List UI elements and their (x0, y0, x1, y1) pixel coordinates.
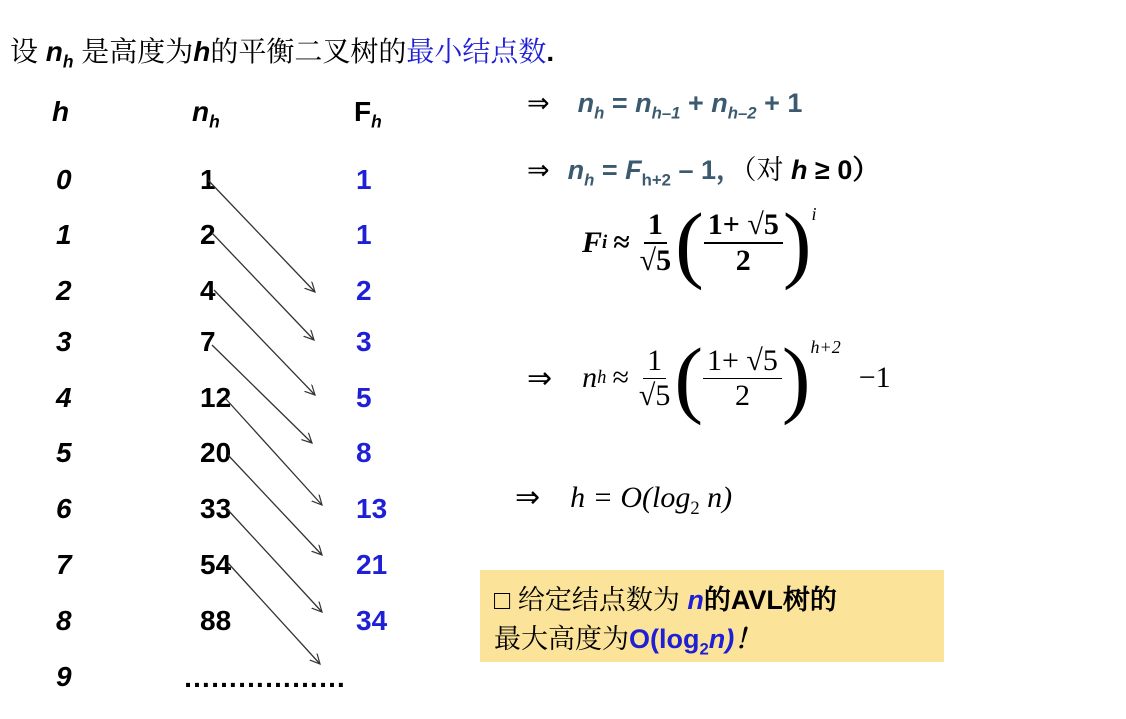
arrow-line (228, 510, 322, 612)
formula-fibonacci-relation: ⇒ $n_h = F_{h+2} - 1$，（对 h ≥ 0） (527, 155, 880, 190)
note-line2-sub: 2 (699, 639, 709, 659)
eq1-rhs2: n (711, 88, 728, 118)
h-value: 1 (56, 219, 72, 250)
eq4-lhs: n (582, 361, 598, 394)
n-value: 20 (200, 437, 232, 468)
eq4-fraction (635, 344, 674, 413)
n-value: 88 (200, 605, 232, 636)
n-value: 12 (200, 382, 232, 413)
h-value: 0 (56, 164, 72, 195)
eq3-den: √5 (639, 244, 672, 277)
title-var-sub: h (62, 51, 74, 72)
n-value: 2 (200, 219, 216, 250)
h-value: 3 (56, 326, 72, 357)
square-bullet-icon: □ (494, 585, 511, 615)
n-value: 1 (200, 164, 216, 195)
eq4-inner-fraction (703, 344, 782, 413)
formula-fibonacci-approx (582, 195, 817, 291)
eq4-inner-num: 1+ √5 (703, 344, 782, 379)
arrow-line (228, 563, 320, 664)
header-h: h (52, 96, 70, 127)
eq3-approx: ≈ (613, 226, 630, 259)
eq4-approx: ≈ (612, 361, 629, 394)
header-n-letter: n (192, 96, 210, 127)
title-mid: 是高度为 (73, 36, 194, 67)
eq1-rhs1-sub: h–1 (651, 103, 681, 123)
eq2-condition-rest: ≥ 0） (807, 155, 880, 185)
f-value: 21 (356, 549, 388, 580)
h-value: 7 (56, 549, 72, 580)
note-line1-b: 的AVL树的 (703, 585, 837, 615)
note-line1-n: n (687, 585, 704, 615)
eq3-inner-num: 1+ √5 (704, 208, 783, 244)
eq1-tail: + 1 (756, 88, 803, 118)
eq3-inner-fraction (704, 208, 783, 278)
h-value: 5 (56, 437, 72, 468)
implies-symbol: ⇒ (515, 480, 541, 515)
f-value: 34 (356, 605, 388, 636)
eq3-inner-den: 2 (735, 244, 751, 277)
title-var-n: n (45, 36, 63, 67)
f-value: 8 (356, 437, 372, 468)
h-value: 6 (56, 493, 72, 524)
eq3-fraction (636, 208, 675, 278)
note-line1-a: 给定结点数为 (510, 585, 688, 615)
f-value: 5 (356, 382, 372, 413)
h-value: 2 (56, 275, 72, 306)
arrow-line (225, 398, 322, 505)
eq1-lhs: n (577, 88, 595, 118)
note-line2-b: O(log (629, 624, 700, 654)
eq1-rhs2-sub: h–2 (727, 103, 757, 123)
h-value: 4 (56, 382, 72, 413)
n-value: 4 (200, 275, 216, 306)
eq2-rhs-sub: h+2 (641, 170, 671, 190)
eq4-num: 1 (643, 344, 666, 379)
f-value: 3 (356, 326, 372, 357)
arrow-line (208, 180, 315, 292)
arrow-line (228, 455, 322, 555)
h-value: 9 (56, 661, 72, 692)
eq2-lhs-sub: h (584, 170, 595, 190)
header-n-sub: h (209, 111, 220, 132)
note-line-1 (494, 578, 930, 617)
f-value: 2 (356, 275, 372, 306)
eq5-text: h = O(log (570, 481, 691, 514)
eq5-sub: 2 (690, 498, 700, 519)
eq3-num: 1 (644, 208, 667, 244)
implies-symbol: ⇒ (527, 360, 553, 396)
eq3-lhs: F (582, 226, 603, 259)
arrow-line (212, 233, 314, 340)
eq2-condition: （对 (743, 155, 792, 185)
eq4-den: √5 (638, 378, 671, 412)
formula-height-bound (515, 480, 732, 520)
implies-symbol: ⇒ (527, 155, 550, 185)
eq4-lhs-sub: h (597, 367, 607, 388)
arrow-line (212, 345, 312, 443)
title-var-h: h (193, 36, 211, 67)
conclusion-note (480, 570, 944, 662)
eq1-rhs1: n (635, 88, 652, 118)
n-value: 7 (200, 326, 216, 357)
f-value: 1 (356, 164, 372, 195)
n-value: 54 (200, 549, 232, 580)
eq1-plus: + (680, 88, 712, 118)
formula-recurrence: ⇒ $n_h = n_{h-1} + n_{h-2} + 1$ (527, 88, 803, 123)
eq4-lparen: ( (674, 330, 704, 426)
note-line2-end: ！ (734, 624, 762, 654)
f-value: 1 (356, 219, 372, 250)
note-line2-n: n) (708, 624, 735, 654)
eq4-inner-den: 2 (734, 378, 750, 412)
header-f-sub: h (371, 111, 382, 132)
eq1-lhs-sub: h (594, 103, 605, 123)
title-highlight: 最小结点数 (406, 36, 547, 67)
implies-symbol: ⇒ (527, 88, 550, 118)
formula-nh-approx (527, 330, 891, 426)
title-end: . (546, 36, 555, 67)
title-prefix: 设 (10, 36, 46, 67)
eq3-lparen: ( (675, 195, 704, 291)
eq2-rhs: F (625, 155, 642, 185)
header-f-letter: F (354, 96, 372, 127)
eq4-exponent: h+2 (810, 337, 841, 357)
eq5-end: n) (699, 481, 733, 514)
eq2-lhs: n (567, 155, 585, 185)
eq2-condition-var: h (791, 155, 808, 185)
eq3-lhs-sub: i (602, 232, 608, 253)
arrow-line (214, 290, 315, 395)
f-value: 13 (356, 493, 388, 524)
eq3-exponent: i (811, 204, 817, 224)
ellipsis: ……………… (183, 662, 345, 693)
n-value: 33 (200, 493, 232, 524)
eq4-tail: −1 (858, 361, 891, 394)
eq3-rparen: ) (782, 195, 812, 291)
note-line2-a: 最大高度为 (494, 624, 629, 654)
h-value: 8 (56, 605, 72, 636)
title-suffix: 的平衡二叉树的 (210, 36, 407, 67)
note-line-2 (494, 617, 930, 659)
eq2-tail: – 1， (670, 155, 743, 185)
eq4-rparen: ) (781, 330, 811, 426)
